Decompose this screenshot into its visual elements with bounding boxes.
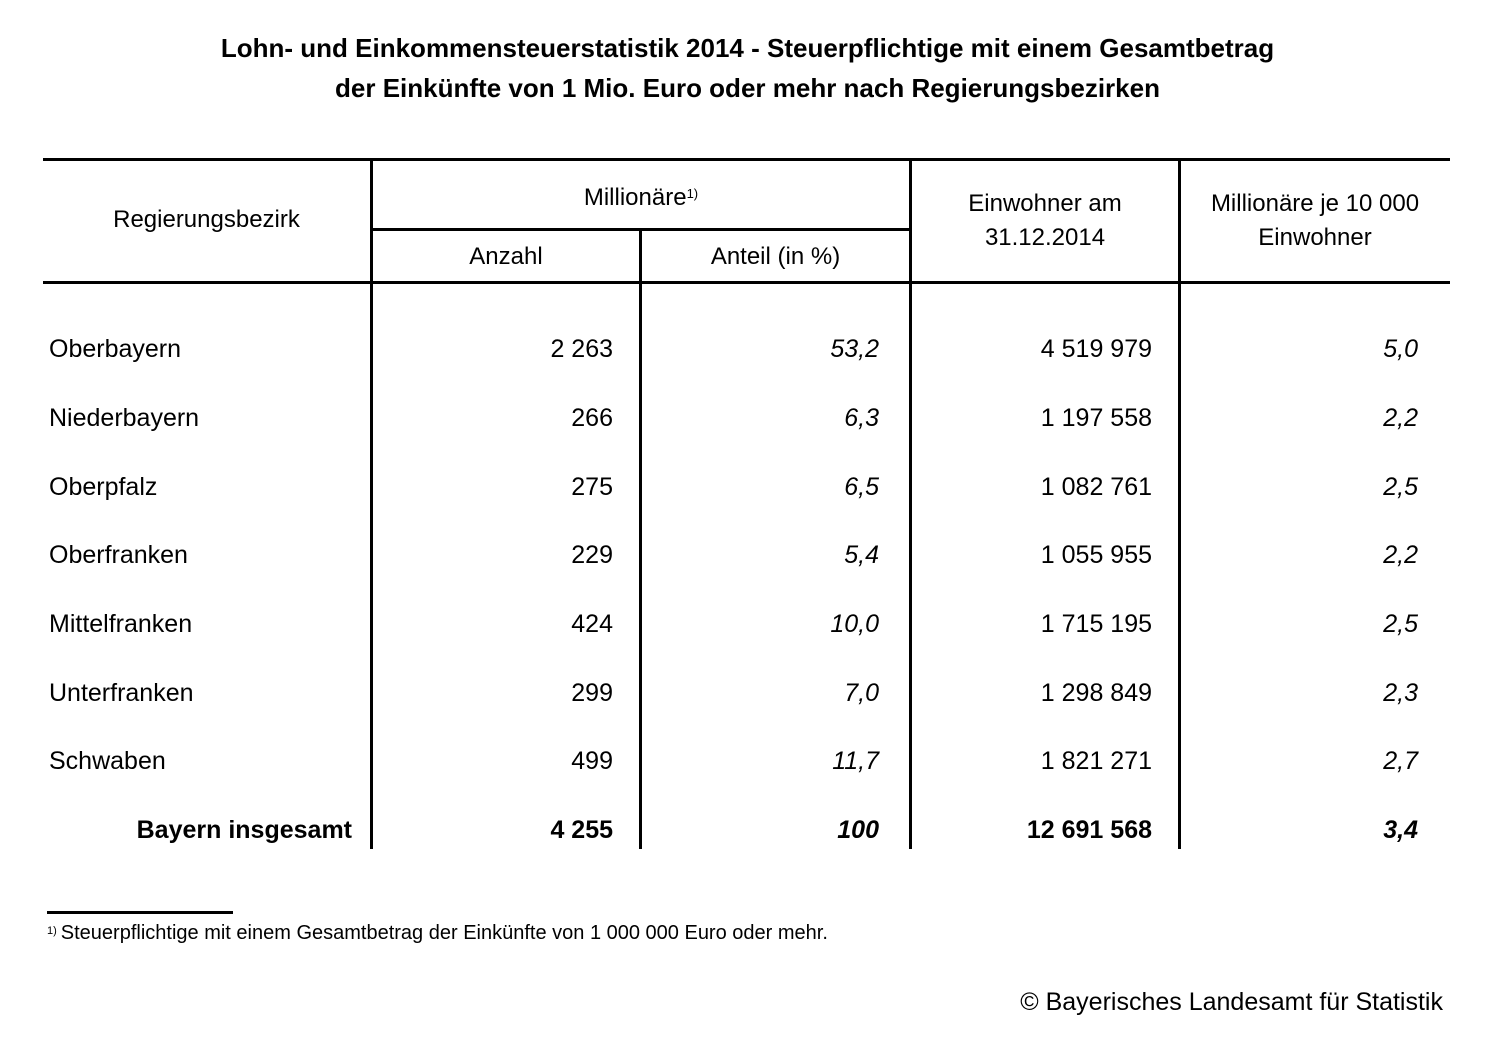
footnote-mark: 1) xyxy=(686,186,699,201)
footnote-mark: 1) xyxy=(47,925,57,937)
cell-bezirk: Niederbayern xyxy=(49,404,200,432)
cell-einwohner: 1 821 271 xyxy=(1040,747,1152,775)
cell-bezirk: Unterfranken xyxy=(49,679,194,707)
table-row xyxy=(0,398,1495,438)
title-line-2: der Einkünfte von 1 Mio. Euro oder mehr nach Regierungsbezirken xyxy=(335,73,1160,103)
cell-einwohner: 12 691 568 xyxy=(1026,816,1152,844)
cell-einwohner: 1 298 849 xyxy=(1040,679,1152,707)
table-row xyxy=(0,741,1495,781)
cell-bezirk: Bayern insgesamt xyxy=(136,816,352,844)
cell-anzahl: 275 xyxy=(571,473,613,501)
cell-anzahl: 299 xyxy=(571,679,613,707)
cell-je-10000: 2,2 xyxy=(1383,541,1418,569)
cell-einwohner: 1 055 955 xyxy=(1040,541,1152,569)
cell-anteil: 53,2 xyxy=(830,335,879,363)
cell-bezirk: Mittelfranken xyxy=(49,610,193,638)
header-millionaere-je-10000: Millionäre je 10 000 Einwohner xyxy=(1210,190,1420,251)
header-millionaere: Millionäre$^{1)}$ xyxy=(583,184,699,211)
cell-bezirk: Oberpfalz xyxy=(49,473,158,501)
cell-anteil: 6,3 xyxy=(844,404,879,432)
cell-je-10000: 2,2 xyxy=(1383,404,1418,432)
header-anzahl: Anzahl xyxy=(469,243,543,270)
cell-je-10000: 2,7 xyxy=(1383,747,1418,775)
cell-je-10000: 2,3 xyxy=(1383,679,1418,707)
cell-je-10000: 2,5 xyxy=(1383,610,1418,638)
table-row xyxy=(0,673,1495,713)
cell-anzahl: 424 xyxy=(571,610,613,638)
table-row xyxy=(0,467,1495,507)
cell-anzahl: 229 xyxy=(571,541,613,569)
cell-anzahl: 266 xyxy=(571,404,613,432)
header-anteil: Anteil (in %) xyxy=(710,243,841,270)
cell-bezirk: Oberbayern xyxy=(49,335,182,363)
header-regierungsbezirk: Regierungsbezirk xyxy=(113,206,300,233)
table-row xyxy=(0,535,1495,575)
cell-einwohner: 1 197 558 xyxy=(1040,404,1152,432)
header-einwohner: Einwohner am 31.12.2014 xyxy=(968,190,1122,251)
cell-anteil: 6,5 xyxy=(844,473,879,501)
footnote-separator xyxy=(47,911,233,914)
table-total-row xyxy=(0,810,1495,850)
cell-anteil: 7,0 xyxy=(844,679,879,707)
title-line-1: Lohn- und Einkommensteuerstatistik 2014 - Steuerpflichtige mit einem Gesamtbetrag xyxy=(220,33,1275,63)
table-top-rule xyxy=(43,158,1450,161)
cell-anteil: 100 xyxy=(837,816,879,844)
cell-anteil: 10,0 xyxy=(830,610,879,638)
cell-bezirk: Schwaben xyxy=(49,747,166,775)
cell-anteil: 11,7 xyxy=(832,747,879,775)
source-credit: © Bayerisches Landesamt für Statistik xyxy=(1020,988,1443,1016)
cell-einwohner: 4 519 979 xyxy=(1040,335,1152,363)
cell-anzahl: 4 255 xyxy=(550,816,613,844)
cell-anteil: 5,4 xyxy=(844,541,879,569)
cell-bezirk: Oberfranken xyxy=(49,541,188,569)
cell-anzahl: 499 xyxy=(571,747,613,775)
table-row xyxy=(0,604,1495,644)
page-title xyxy=(0,28,1495,108)
table-row xyxy=(0,329,1495,369)
cell-anzahl: 2 263 xyxy=(550,335,613,363)
cell-einwohner: 1 082 761 xyxy=(1040,473,1152,501)
cell-je-10000: 2,5 xyxy=(1383,473,1418,501)
cell-einwohner: 1 715 195 xyxy=(1040,610,1152,638)
cell-je-10000: 3,4 xyxy=(1383,816,1418,844)
footnote-text: Steuerpflichtige mit einem Gesamtbetrag der Einkünfte von 1 000 000 Euro oder mehr. xyxy=(60,922,828,944)
cell-je-10000: 5,0 xyxy=(1383,335,1418,363)
header-bottom-rule xyxy=(43,281,1450,284)
footnote xyxy=(47,918,828,948)
